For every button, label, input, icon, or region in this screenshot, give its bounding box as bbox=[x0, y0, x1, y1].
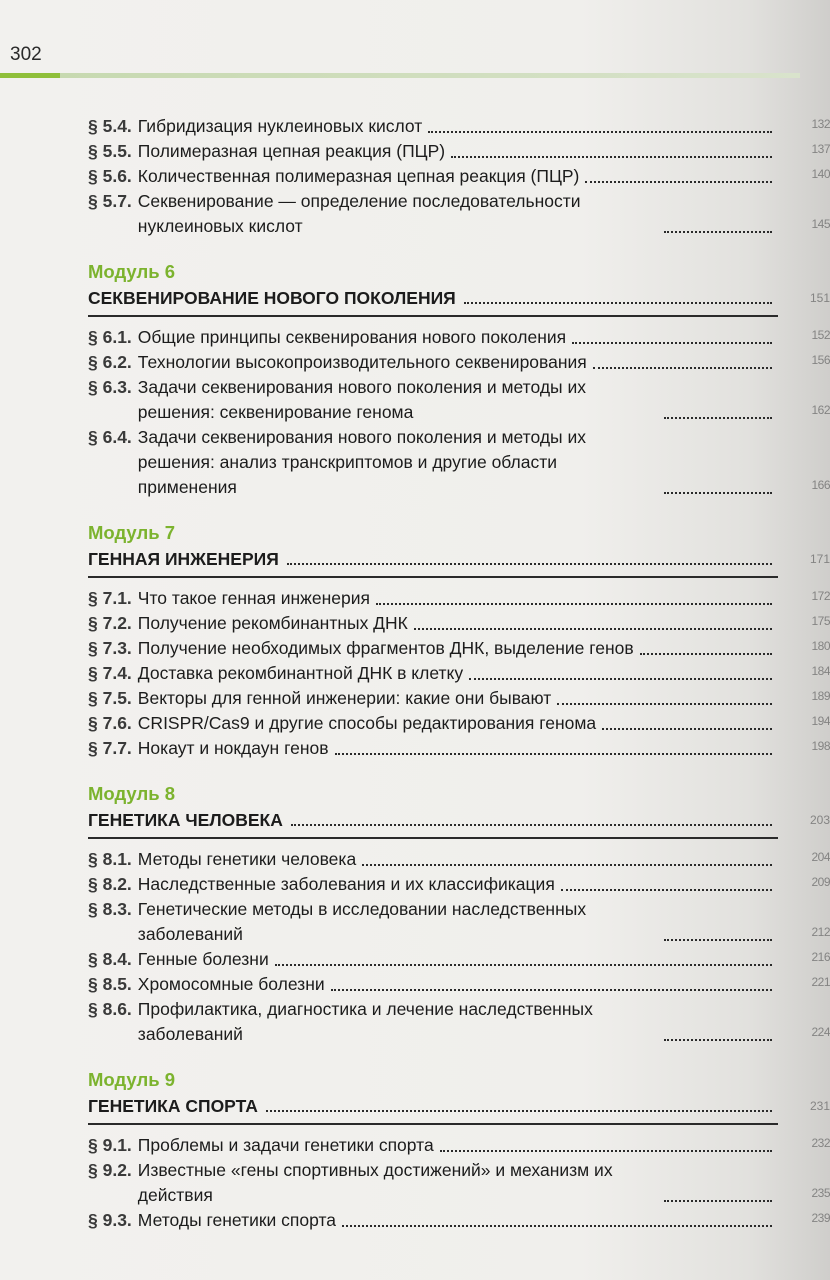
leader-dots bbox=[342, 1225, 772, 1227]
section-number: § 7.1. bbox=[88, 588, 132, 608]
leader-dots bbox=[664, 231, 772, 233]
module-heading[interactable] bbox=[88, 285, 830, 317]
module-page: 231 bbox=[809, 1099, 830, 1113]
leader-dots bbox=[572, 342, 772, 344]
module-title: ГЕНЕТИКА ЧЕЛОВЕКА bbox=[88, 810, 283, 830]
section-title: Наследственные заболевания и их классификация bbox=[137, 874, 555, 894]
section-title: Технологии высокопроизводительного секвенирования bbox=[137, 352, 587, 372]
toc-intro-list bbox=[88, 114, 830, 239]
header-rule bbox=[0, 73, 800, 78]
section-page: 184 bbox=[811, 664, 830, 678]
section-number: § 5.6. bbox=[88, 166, 132, 186]
toc-entry[interactable] bbox=[88, 736, 830, 761]
leader-dots bbox=[287, 563, 772, 565]
page-number: 302 bbox=[10, 44, 42, 65]
leader-dots bbox=[451, 156, 772, 158]
module-page: 203 bbox=[809, 813, 830, 827]
toc-entry[interactable] bbox=[88, 375, 830, 425]
section-page: 212 bbox=[811, 925, 830, 939]
section-page: 209 bbox=[811, 875, 830, 889]
section-page: 194 bbox=[811, 714, 830, 728]
section-page: 224 bbox=[811, 1025, 830, 1039]
section-page: 221 bbox=[811, 975, 830, 989]
leader-dots bbox=[440, 1150, 772, 1152]
leader-dots bbox=[640, 653, 772, 655]
section-title: Известные «гены спортивных достижений» и механизм их действия bbox=[137, 1160, 613, 1205]
section-title: Задачи секвенирования нового поколения и методы их решения: секвенирование генома bbox=[137, 377, 587, 422]
module-heading[interactable] bbox=[88, 1093, 830, 1125]
toc-entry[interactable] bbox=[88, 1158, 830, 1208]
module-label: Модуль 8 bbox=[88, 783, 176, 804]
leader-dots bbox=[266, 1110, 772, 1112]
leader-dots bbox=[664, 1039, 772, 1041]
section-title: Что такое генная инженерия bbox=[137, 588, 370, 608]
section-page: 175 bbox=[811, 614, 830, 628]
section-page: 145 bbox=[811, 217, 830, 231]
section-page: 172 bbox=[811, 589, 830, 603]
leader-dots bbox=[664, 1200, 772, 1202]
section-page: 232 bbox=[811, 1136, 830, 1150]
section-number: § 8.1. bbox=[88, 849, 132, 869]
module-label: Модуль 7 bbox=[88, 522, 176, 543]
section-title: Доставка рекомбинантной ДНК в клетку bbox=[137, 663, 464, 683]
leader-dots bbox=[414, 628, 772, 630]
section-title: Векторы для генной инженерии: какие они бывают bbox=[137, 688, 552, 708]
section-number: § 8.6. bbox=[88, 999, 132, 1019]
toc-entry[interactable] bbox=[88, 586, 830, 611]
section-title: Методы генетики спорта bbox=[137, 1210, 337, 1230]
section-title: Получение необходимых фрагментов ДНК, выделение генов bbox=[137, 638, 634, 658]
toc-entry[interactable] bbox=[88, 686, 830, 711]
leader-dots bbox=[585, 181, 772, 183]
section-number: § 9.2. bbox=[88, 1160, 132, 1180]
toc-entry[interactable] bbox=[88, 897, 830, 947]
section-title: Методы генетики человека bbox=[137, 849, 357, 869]
leader-dots bbox=[331, 989, 772, 991]
toc-entry[interactable] bbox=[88, 636, 830, 661]
section-page: 189 bbox=[811, 689, 830, 703]
section-number: § 5.4. bbox=[88, 116, 132, 136]
toc-entry[interactable] bbox=[88, 847, 830, 872]
leader-dots bbox=[275, 964, 772, 966]
leader-dots bbox=[561, 889, 772, 891]
section-title: Генные болезни bbox=[137, 949, 269, 969]
section-number: § 6.1. bbox=[88, 327, 132, 347]
section-number: § 7.4. bbox=[88, 663, 132, 683]
module-page: 171 bbox=[809, 552, 830, 566]
leader-dots bbox=[557, 703, 772, 705]
section-number: § 5.7. bbox=[88, 191, 132, 211]
section-page: 137 bbox=[811, 142, 830, 156]
toc-entry[interactable] bbox=[88, 997, 830, 1047]
section-page: 198 bbox=[811, 739, 830, 753]
toc-entry[interactable] bbox=[88, 325, 830, 350]
section-title: Гибридизация нуклеиновых кислот bbox=[137, 116, 423, 136]
section-number: § 6.4. bbox=[88, 427, 132, 447]
toc-entry[interactable] bbox=[88, 1133, 830, 1158]
section-page: 162 bbox=[811, 403, 830, 417]
leader-dots bbox=[335, 753, 772, 755]
section-page: 156 bbox=[811, 353, 830, 367]
toc-entry[interactable] bbox=[88, 139, 830, 164]
toc-entry[interactable] bbox=[88, 189, 830, 239]
section-title: Полимеразная цепная реакция (ПЦР) bbox=[137, 141, 446, 161]
module-label: Модуль 6 bbox=[88, 261, 176, 282]
leader-dots bbox=[664, 939, 772, 941]
leader-dots bbox=[664, 492, 772, 494]
toc-entry[interactable] bbox=[88, 872, 830, 897]
leader-dots bbox=[376, 603, 772, 605]
leader-dots bbox=[593, 367, 772, 369]
section-title: Нокаут и нокдаун генов bbox=[137, 738, 329, 758]
section-title: Хромосомные болезни bbox=[137, 974, 325, 994]
section-number: § 8.5. bbox=[88, 974, 132, 994]
section-title: Секвенирование — определение последовательности нуклеиновых кислот bbox=[137, 191, 581, 236]
toc-entry[interactable] bbox=[88, 114, 830, 139]
toc-entry[interactable] bbox=[88, 711, 830, 736]
toc-entry[interactable] bbox=[88, 425, 830, 500]
section-number: § 6.2. bbox=[88, 352, 132, 372]
leader-dots bbox=[664, 417, 772, 419]
module-title: ГЕНЕТИКА СПОРТА bbox=[88, 1096, 258, 1116]
section-number: § 7.6. bbox=[88, 713, 132, 733]
section-number: § 9.3. bbox=[88, 1210, 132, 1230]
toc-entry[interactable] bbox=[88, 972, 830, 997]
leader-dots bbox=[464, 302, 772, 304]
leader-dots bbox=[602, 728, 772, 730]
section-number: § 8.3. bbox=[88, 899, 132, 919]
section-number: § 7.7. bbox=[88, 738, 132, 758]
section-title: Проблемы и задачи генетики спорта bbox=[137, 1135, 434, 1155]
section-number: § 5.5. bbox=[88, 141, 132, 161]
toc-entry[interactable] bbox=[88, 350, 830, 375]
module-page: 151 bbox=[809, 291, 830, 305]
section-number: § 8.2. bbox=[88, 874, 132, 894]
section-number: § 6.3. bbox=[88, 377, 132, 397]
section-title: Профилактика, диагностика и лечение наследственных заболеваний bbox=[137, 999, 593, 1044]
section-page: 180 bbox=[811, 639, 830, 653]
section-title: Генетические методы в исследовании наследственных заболеваний bbox=[137, 899, 587, 944]
section-number: § 7.5. bbox=[88, 688, 132, 708]
section-number: § 7.3. bbox=[88, 638, 132, 658]
section-page: 166 bbox=[811, 478, 830, 492]
leader-dots bbox=[469, 678, 772, 680]
module-heading[interactable] bbox=[88, 807, 830, 839]
leader-dots bbox=[362, 864, 772, 866]
section-number: § 8.4. bbox=[88, 949, 132, 969]
section-title: Задачи секвенирования нового поколения и методы их решения: анализ транскриптомов и другие области применения bbox=[137, 427, 587, 497]
section-number: § 7.2. bbox=[88, 613, 132, 633]
section-page: 152 bbox=[811, 328, 830, 342]
module-title: ГЕННАЯ ИНЖЕНЕРИЯ bbox=[88, 549, 279, 569]
section-page: 140 bbox=[811, 167, 830, 181]
toc-entry[interactable] bbox=[88, 661, 830, 686]
section-page: 235 bbox=[811, 1186, 830, 1200]
toc-entry[interactable] bbox=[88, 164, 830, 189]
toc-entry[interactable] bbox=[88, 1208, 830, 1233]
module-title: СЕКВЕНИРОВАНИЕ НОВОГО ПОКОЛЕНИЯ bbox=[88, 288, 456, 308]
table-of-contents bbox=[88, 114, 830, 1233]
section-title: CRISPR/Cas9 и другие способы редактирования генома bbox=[137, 713, 597, 733]
section-page: 216 bbox=[811, 950, 830, 964]
section-title: Количественная полимеразная цепная реакция (ПЦР) bbox=[137, 166, 580, 186]
module-heading[interactable] bbox=[88, 546, 830, 578]
section-page: 132 bbox=[811, 117, 830, 131]
leader-dots bbox=[428, 131, 772, 133]
section-number: § 9.1. bbox=[88, 1135, 132, 1155]
toc-entry[interactable] bbox=[88, 611, 830, 636]
section-page: 204 bbox=[811, 850, 830, 864]
section-title: Получение рекомбинантных ДНК bbox=[137, 613, 408, 633]
section-title: Общие принципы секвенирования нового поколения bbox=[137, 327, 567, 347]
toc-entry[interactable] bbox=[88, 947, 830, 972]
leader-dots bbox=[291, 824, 772, 826]
module-label: Модуль 9 bbox=[88, 1069, 176, 1090]
section-page: 239 bbox=[811, 1211, 830, 1225]
